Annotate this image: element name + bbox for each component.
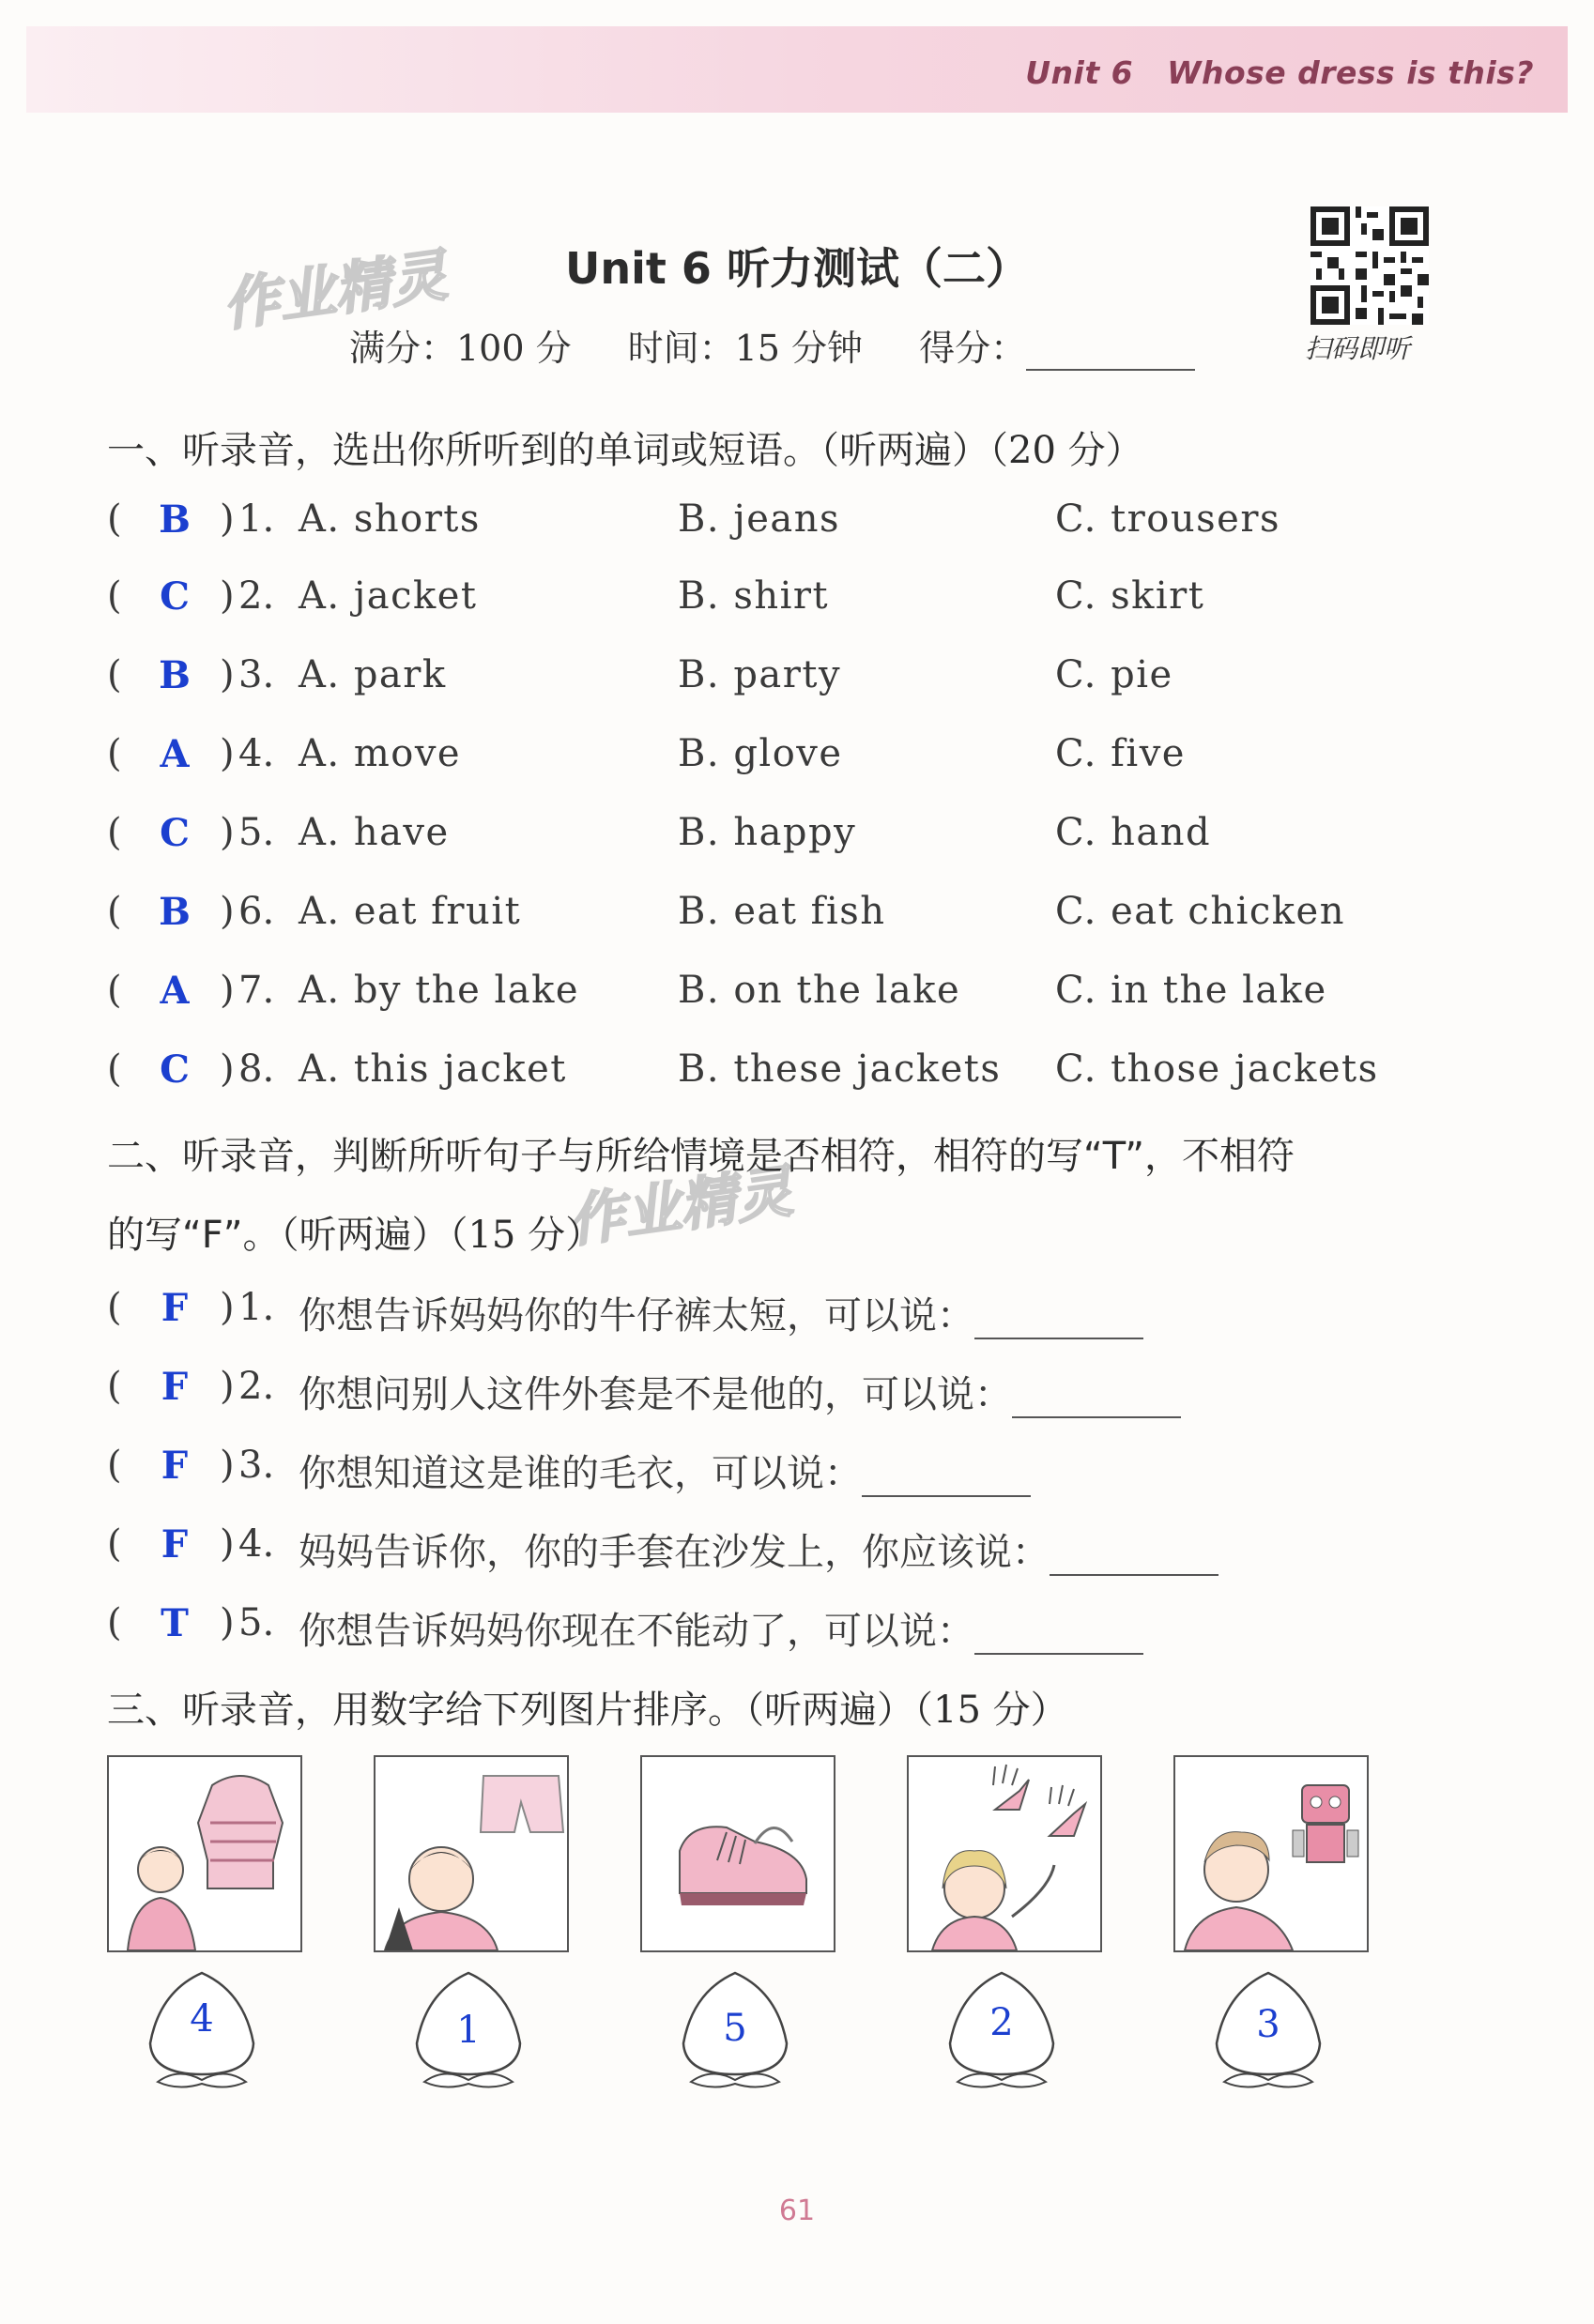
choice-question-6 — [107, 890, 1496, 946]
question-number: 8. — [238, 1047, 275, 1091]
option-b[interactable]: B. eat fish — [678, 890, 886, 933]
score-line — [349, 319, 1195, 371]
section-1-heading — [107, 420, 1143, 474]
qr-code-icon[interactable] — [1310, 206, 1429, 325]
question-text-content: 你想知道这是谁的毛衣，可以说： — [299, 1452, 862, 1495]
man-robot-icon — [1175, 1757, 1367, 1950]
judge-question-1 — [107, 1286, 1496, 1342]
choice-question-7 — [107, 969, 1496, 1025]
full-score: 满分：100 分 — [349, 328, 572, 369]
option-a[interactable]: A. park — [299, 653, 447, 696]
question-text — [299, 1522, 1218, 1576]
picture-2 — [374, 1755, 569, 1952]
answer-paren: ( — [107, 1365, 122, 1408]
option-c[interactable]: C. those jackets — [1055, 1047, 1379, 1091]
judge-question-4 — [107, 1522, 1496, 1579]
judge-question-3 — [107, 1444, 1496, 1500]
option-b[interactable]: B. happy — [678, 811, 857, 854]
answer-paren: ( — [107, 732, 122, 775]
option-a[interactable]: A. by the lake — [299, 969, 580, 1012]
section-1-points: （20 分） — [989, 429, 1143, 472]
header-title: Whose dress is this? — [1167, 54, 1534, 91]
answer-paren: ( — [107, 1047, 122, 1091]
boy-sweater-icon — [109, 1757, 300, 1950]
answer-letter[interactable]: F — [161, 1286, 189, 1330]
option-b[interactable]: B. party — [678, 653, 842, 696]
answer-letter[interactable]: C — [160, 1047, 190, 1092]
answer-paren: ( — [107, 969, 122, 1012]
picture-5-order[interactable]: 3 — [1256, 2003, 1280, 2046]
answer-letter[interactable]: B — [159, 497, 191, 542]
question-number: 3. — [238, 653, 275, 696]
question-number: 5. — [238, 1601, 275, 1644]
answer-blank[interactable] — [1012, 1384, 1181, 1418]
answer-paren-close: ) — [220, 1047, 235, 1091]
section-3-heading — [107, 1680, 1068, 1734]
question-text — [299, 1444, 1031, 1497]
picture-2-order[interactable]: 1 — [456, 2009, 481, 2052]
question-number: 1. — [238, 497, 275, 541]
answer-blank[interactable] — [862, 1463, 1031, 1497]
answer-letter[interactable]: F — [161, 1444, 189, 1488]
watermark-2: 作业精灵 — [563, 1158, 797, 1256]
question-number: 3. — [238, 1444, 275, 1487]
header-unit: Unit 6 — [1025, 54, 1134, 91]
section-2-heading-line2 — [107, 1205, 603, 1259]
answer-paren: ( — [107, 1286, 122, 1329]
boy-shorts-icon — [376, 1757, 567, 1950]
choice-question-8 — [107, 1047, 1496, 1104]
answer-paren: ( — [107, 653, 122, 696]
time-limit: 时间：15 分钟 — [627, 328, 864, 369]
choice-question-3 — [107, 653, 1496, 710]
answer-paren-close: ) — [220, 1444, 235, 1487]
question-text-content: 你想告诉妈妈你现在不能动了，可以说： — [299, 1610, 974, 1653]
qr-caption: 扫码即听 — [1305, 333, 1411, 364]
option-c[interactable]: C. pie — [1055, 653, 1173, 696]
question-text — [299, 1601, 1143, 1655]
choice-question-5 — [107, 811, 1496, 867]
answer-paren-close: ) — [220, 969, 235, 1012]
section-2-points: （15 分） — [449, 1214, 604, 1257]
answer-blank[interactable] — [974, 1621, 1143, 1655]
question-text-content: 你想问别人这件外套是不是他的，可以说： — [299, 1373, 1012, 1416]
running-header — [1025, 54, 1534, 91]
answer-blank[interactable] — [1050, 1542, 1218, 1576]
score-label: 得分： — [919, 328, 1027, 369]
watermark: 作业精灵 — [218, 242, 452, 340]
choice-question-2 — [107, 574, 1496, 631]
answer-paren: ( — [107, 1522, 122, 1566]
picture-1-order[interactable]: 4 — [190, 1997, 214, 2041]
option-c[interactable]: C. in the lake — [1055, 969, 1327, 1012]
question-number: 2. — [238, 574, 275, 618]
answer-paren-close: ) — [220, 653, 235, 696]
picture-4 — [907, 1755, 1102, 1952]
question-text — [299, 1286, 1143, 1339]
answer-letter[interactable]: B — [159, 890, 191, 934]
answer-letter[interactable]: C — [160, 574, 190, 619]
answer-paren-close: ) — [220, 811, 235, 854]
answer-paren-close: ) — [220, 574, 235, 618]
option-c[interactable]: C. five — [1055, 732, 1186, 775]
option-a[interactable]: A. eat fruit — [299, 890, 522, 933]
answer-letter[interactable]: B — [159, 653, 191, 697]
question-number: 4. — [238, 1522, 275, 1566]
option-a[interactable]: A. have — [299, 811, 450, 854]
question-number: 2. — [238, 1365, 275, 1408]
girl-gloves-icon — [909, 1757, 1100, 1950]
picture-4-order[interactable]: 2 — [989, 2001, 1014, 2044]
section-1-heading-text: 一、听录音，选出你所听到的单词或短语。（听两遍） — [107, 429, 989, 472]
option-a[interactable]: A. jacket — [299, 574, 478, 618]
choice-question-1 — [107, 497, 1496, 554]
answer-blank[interactable] — [974, 1306, 1143, 1339]
answer-paren-close: ) — [220, 1365, 235, 1408]
answer-letter[interactable]: A — [160, 732, 190, 776]
picture-3 — [640, 1755, 835, 1952]
page-number: 61 — [778, 2194, 816, 2227]
answer-paren: ( — [107, 574, 122, 618]
answer-letter[interactable]: F — [161, 1365, 189, 1409]
answer-paren-close: ) — [220, 1601, 235, 1644]
option-c[interactable]: C. skirt — [1055, 574, 1205, 618]
answer-paren: ( — [107, 890, 122, 933]
picture-1 — [107, 1755, 302, 1952]
picture-5 — [1173, 1755, 1369, 1952]
option-a[interactable]: A. shorts — [299, 497, 481, 541]
answer-letter[interactable]: C — [160, 811, 190, 855]
score-blank[interactable] — [1026, 339, 1195, 371]
answer-paren: ( — [107, 1444, 122, 1487]
answer-paren-close: ) — [220, 1286, 235, 1329]
question-text-content: 妈妈告诉你，你的手套在沙发上，你应该说： — [299, 1531, 1050, 1574]
choice-question-4 — [107, 732, 1496, 788]
question-number: 7. — [238, 969, 275, 1012]
answer-letter[interactable]: F — [161, 1522, 189, 1567]
option-b[interactable]: B. shirt — [678, 574, 830, 618]
judge-question-5 — [107, 1601, 1496, 1658]
question-text-content: 你想告诉妈妈你的牛仔裤太短，可以说： — [299, 1294, 974, 1338]
answer-letter[interactable]: A — [160, 969, 190, 1013]
answer-paren-close: ) — [220, 890, 235, 933]
option-b[interactable]: B. on the lake — [678, 969, 961, 1012]
question-number: 1. — [238, 1286, 275, 1329]
question-number: 5. — [238, 811, 275, 854]
answer-paren-close: ) — [220, 732, 235, 775]
option-a[interactable]: A. move — [299, 732, 462, 775]
option-c[interactable]: C. hand — [1055, 811, 1212, 854]
answer-paren: ( — [107, 811, 122, 854]
question-number: 6. — [238, 890, 275, 933]
option-b[interactable]: B. these jackets — [678, 1047, 1002, 1091]
shoes-icon — [642, 1757, 834, 1950]
page-title: Unit 6 听力测试（二） — [565, 243, 1029, 294]
picture-3-order[interactable]: 5 — [723, 2007, 747, 2050]
answer-paren-close: ) — [220, 497, 235, 541]
question-text — [299, 1365, 1181, 1418]
judge-question-2 — [107, 1365, 1496, 1421]
section-2-heading-line1: 二、听录音，判断所听句子与所给情境是否相符，相符的写“T”，不相符 — [107, 1135, 1295, 1178]
question-number: 4. — [238, 732, 275, 775]
section-2-heading-line2-text: 的写“F”。（听两遍） — [107, 1214, 450, 1257]
answer-letter[interactable]: T — [161, 1601, 189, 1645]
answer-paren: ( — [107, 1601, 122, 1644]
answer-paren-close: ) — [220, 1522, 235, 1566]
answer-paren: ( — [107, 497, 122, 541]
option-a[interactable]: A. this jacket — [299, 1047, 567, 1091]
option-b[interactable]: B. glove — [678, 732, 843, 775]
option-c[interactable]: C. eat chicken — [1055, 890, 1345, 933]
option-c[interactable]: C. trousers — [1055, 497, 1280, 541]
section-3-heading-text: 三、听录音，用数字给下列图片排序。（听两遍） — [107, 1689, 914, 1732]
section-3-points: （15 分） — [914, 1689, 1068, 1732]
option-b[interactable]: B. jeans — [678, 497, 841, 541]
